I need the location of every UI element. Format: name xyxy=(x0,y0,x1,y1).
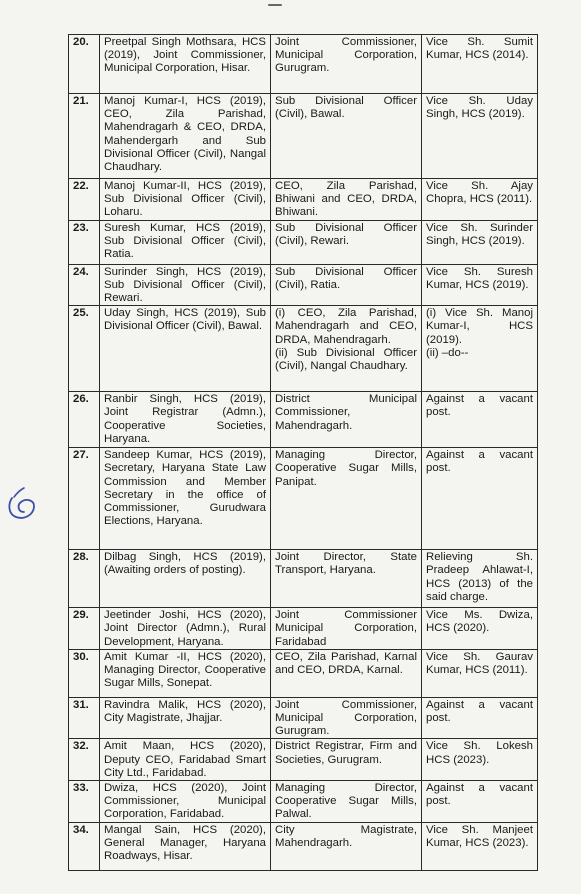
posted-as-cell: City Magistrate, Mahendragarh. xyxy=(271,822,422,870)
remarks-cell: Against a vacant post. xyxy=(422,392,538,448)
remarks-cell: Vice Sh. Ajay Chopra, HCS (2011). xyxy=(422,179,538,221)
table-row xyxy=(69,264,538,306)
serial-number-cell: 32. xyxy=(69,739,100,781)
table-row xyxy=(69,220,538,264)
remarks-cell: Vice Sh. Manjeet Kumar, HCS (2023). xyxy=(422,822,538,870)
posted-as-cell xyxy=(271,306,422,392)
officer-cell: Preetpal Singh Mothsara, HCS (2019), Joint Commissioner, Municipal Corporation, Hisar. xyxy=(100,35,271,94)
table-row xyxy=(69,179,538,221)
officer-cell: Dwiza, HCS (2020), Joint Commissioner, Municipal Corporation, Faridabad. xyxy=(100,781,271,823)
posted-as-cell: Managing Director, Cooperative Sugar Mills, Palwal. xyxy=(271,781,422,823)
posting-orders-table xyxy=(68,34,538,871)
table-body xyxy=(69,35,538,871)
posted-as-cell: Joint Commissioner, Municipal Corporation, Gurugram. xyxy=(271,697,422,739)
officer-cell: Mangal Sain, HCS (2020), General Manager, Haryana Roadways, Hisar. xyxy=(100,822,271,870)
serial-number-cell: 33. xyxy=(69,781,100,823)
remarks-cell: Vice Sh. Lokesh HCS (2023). xyxy=(422,739,538,781)
posted-as-cell: Joint Commissioner Municipal Corporation, Faridabad xyxy=(271,608,422,650)
officer-cell: Jeetinder Joshi, HCS (2020), Joint Director (Admn.), Rural Development, Haryana. xyxy=(100,608,271,650)
table-row xyxy=(69,739,538,781)
serial-number-cell: 24. xyxy=(69,264,100,306)
remarks-cell: Against a vacant post. xyxy=(422,697,538,739)
serial-number-cell: 26. xyxy=(69,392,100,448)
serial-number-cell: 29. xyxy=(69,608,100,650)
serial-number-cell: 28. xyxy=(69,550,100,608)
officer-cell: Suresh Kumar, HCS (2019), Sub Divisional Officer (Civil), Ratia. xyxy=(100,220,271,264)
serial-number-cell: 34. xyxy=(69,822,100,870)
officer-cell: Amit Maan, HCS (2020), Deputy CEO, Faridabad Smart City Ltd., Faridabad. xyxy=(100,739,271,781)
table-row xyxy=(69,306,538,392)
serial-number-cell: 21. xyxy=(69,94,100,179)
table-row xyxy=(69,550,538,608)
serial-number-cell: 22. xyxy=(69,179,100,221)
table-row xyxy=(69,781,538,823)
remarks-cell: Vice Sh. Suresh Kumar, HCS (2019). xyxy=(422,264,538,306)
remarks-cell: Against a vacant post. xyxy=(422,448,538,550)
posted-as-line: (ii) Sub Divisional Officer (Civil), Nangal Chaudhary. xyxy=(275,346,417,373)
officer-cell: Surinder Singh, HCS (2019), Sub Divisional Officer (Civil), Rewari. xyxy=(100,264,271,306)
table-row xyxy=(69,392,538,448)
remarks-cell: Against a vacant post. xyxy=(422,781,538,823)
remarks-cell: Vice Sh. Sumit Kumar, HCS (2014). xyxy=(422,35,538,94)
remarks-cell: Vice Sh. Surinder Singh, HCS (2019). xyxy=(422,220,538,264)
posted-as-cell: Sub Divisional Officer (Civil), Rewari. xyxy=(271,220,422,264)
table-row xyxy=(69,697,538,739)
posted-as-cell: District Registrar, Firm and Societies, Gurugram. xyxy=(271,739,422,781)
table-row xyxy=(69,608,538,650)
officer-cell: Uday Singh, HCS (2019), Sub Divisional Officer (Civil), Bawal. xyxy=(100,306,271,392)
page-top-dash xyxy=(268,4,282,6)
table-row xyxy=(69,649,538,697)
remarks-cell: Vice Ms. Dwiza, HCS (2020). xyxy=(422,608,538,650)
officer-cell: Ranbir Singh, HCS (2019), Joint Registrar (Admn.), Cooperative Societies, Haryana. xyxy=(100,392,271,448)
officer-cell: Manoj Kumar-I, HCS (2019), CEO, Zila Parishad, Mahendragarh & CEO, DRDA, Mahendergarh and Sub Divisional Officer (Civil), Nangal Chaudhary. xyxy=(100,94,271,179)
posted-as-line: (i) CEO, Zila Parishad, Mahendragarh and CEO, DRDA, Mahendragarh. xyxy=(275,307,417,346)
officer-cell: Sandeep Kumar, HCS (2019), Secretary, Haryana State Law Commission and Member Secretary in the office of Commissioner, Gurudwara Elections, Haryana. xyxy=(100,448,271,550)
posted-as-cell: CEO, Zila Parishad, Karnal and CEO, DRDA, Karnal. xyxy=(271,649,422,697)
serial-number-cell: 27. xyxy=(69,448,100,550)
posted-as-cell: Joint Director, State Transport, Haryana. xyxy=(271,550,422,608)
posted-as-cell: Joint Commissioner, Municipal Corporation, Gurugram. xyxy=(271,35,422,94)
officer-cell: Dilbag Singh, HCS (2019), (Awaiting orders of posting). xyxy=(100,550,271,608)
posted-as-cell: Managing Director, Cooperative Sugar Mills, Panipat. xyxy=(271,448,422,550)
serial-number-cell: 25. xyxy=(69,306,100,392)
table-row xyxy=(69,35,538,94)
officer-cell: Manoj Kumar-II, HCS (2019), Sub Divisional Officer (Civil), Loharu. xyxy=(100,179,271,221)
posted-as-cell: Sub Divisional Officer (Civil), Bawal. xyxy=(271,94,422,179)
posted-as-cell: District Municipal Commissioner, Mahendragarh. xyxy=(271,392,422,448)
page-top-mark xyxy=(0,0,581,30)
serial-number-cell: 30. xyxy=(69,649,100,697)
remarks-line: (i) Vice Sh. Manoj Kumar-I, HCS (2019). xyxy=(426,307,533,346)
serial-number-cell: 23. xyxy=(69,220,100,264)
table-row xyxy=(69,448,538,550)
table-row xyxy=(69,94,538,179)
handwritten-annotation xyxy=(4,482,40,522)
serial-number-cell: 20. xyxy=(69,35,100,94)
remarks-cell: Vice Sh. Uday Singh, HCS (2019). xyxy=(422,94,538,179)
remarks-cell: Relieving Sh. Pradeep Ahlawat-I, HCS (2013) of the said charge. xyxy=(422,550,538,608)
remarks-cell xyxy=(422,306,538,392)
remarks-line: (ii) –do-- xyxy=(426,346,469,359)
officer-cell: Ravindra Malik, HCS (2020), City Magistrate, Jhajjar. xyxy=(100,697,271,739)
table-row xyxy=(69,822,538,870)
remarks-cell: Vice Sh. Gaurav Kumar, HCS (2011). xyxy=(422,649,538,697)
posted-as-cell: Sub Divisional Officer (Civil), Ratia. xyxy=(271,264,422,306)
posted-as-cell: CEO, Zila Parishad, Bhiwani and CEO, DRDA, Bhiwani. xyxy=(271,179,422,221)
officer-cell: Amit Kumar -II, HCS (2020), Managing Director, Cooperative Sugar Mills, Sonepat. xyxy=(100,649,271,697)
serial-number-cell: 31. xyxy=(69,697,100,739)
